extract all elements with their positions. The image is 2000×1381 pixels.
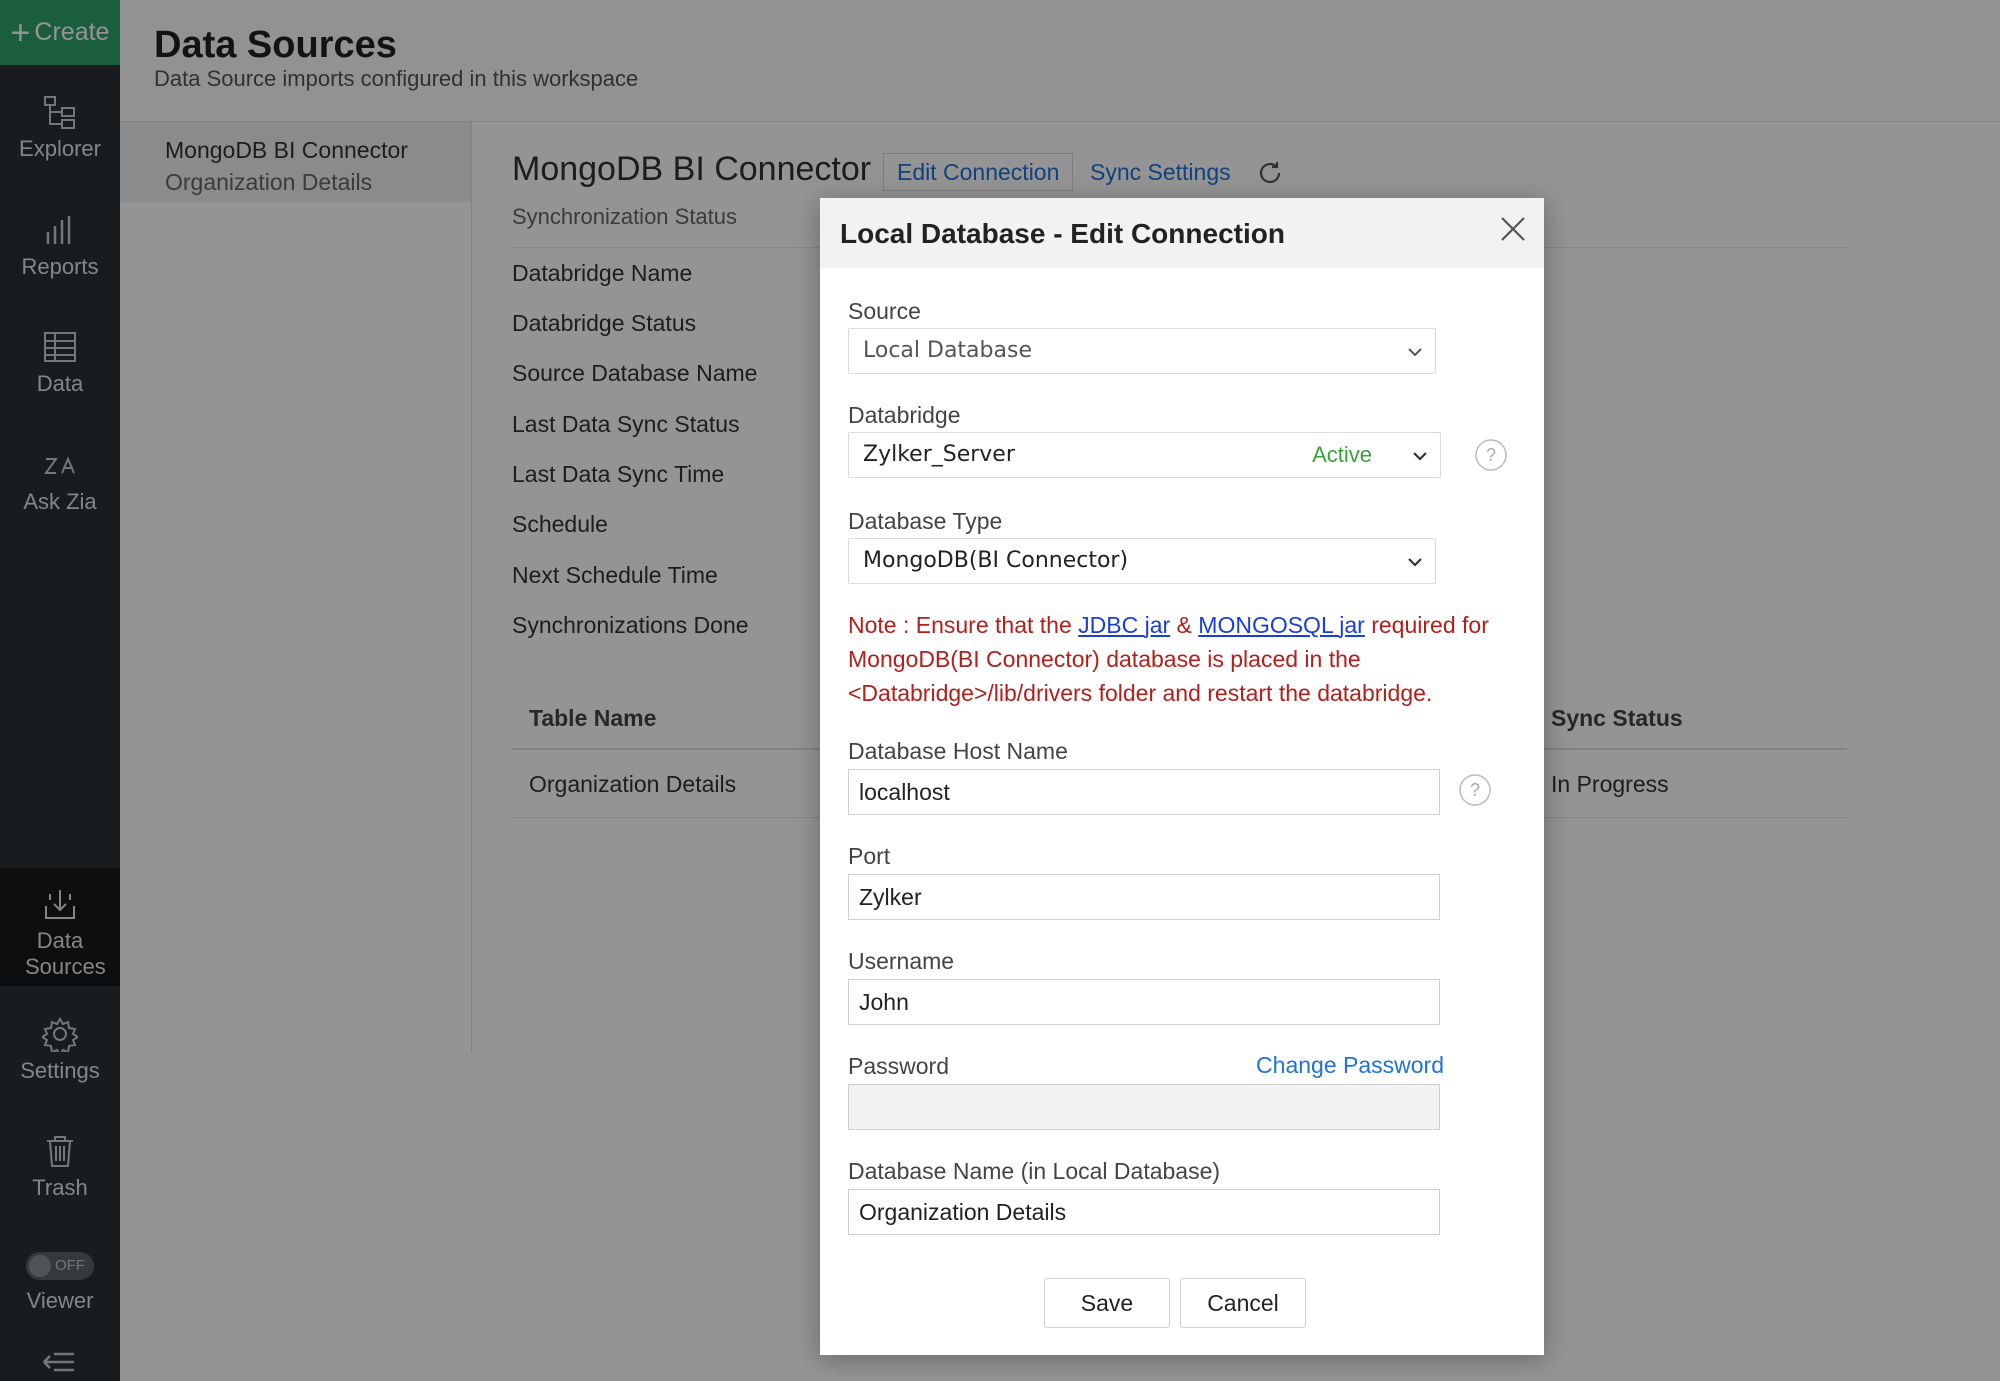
source-table-name: Organization Details: [165, 169, 373, 195]
field-label: Last Data Sync Time: [512, 461, 725, 487]
plus-icon: +: [10, 13, 31, 52]
note-suffix: required for MongoDB(BI Connector) database is placed in the <Databridge>/lib/drivers folder and restart the databridge.: [848, 612, 1489, 706]
create-label: Create: [34, 18, 110, 46]
change-password-link[interactable]: Change Password: [1256, 1052, 1444, 1078]
sync-status-cell: In Progress: [1551, 771, 1669, 797]
sidebar-item-label: Data Sources: [25, 928, 106, 979]
source-value: Local Database: [863, 338, 1032, 363]
section-title: Synchronization Status: [512, 204, 738, 229]
chevron-down-icon: [1410, 446, 1430, 466]
field-label: Schedule: [512, 511, 608, 537]
host-name-label: Database Host Name: [848, 738, 1068, 764]
sidebar-item-label: Settings: [20, 1058, 100, 1083]
sidebar-item-label: Reports: [21, 254, 99, 279]
source-select[interactable]: [848, 328, 1436, 374]
database-name-label: Database Name (in Local Database): [848, 1158, 1221, 1184]
page-title: Data Sources: [154, 24, 397, 66]
driver-note: [848, 608, 1528, 710]
note-prefix: Note : Ensure that the: [848, 612, 1079, 638]
mongosql-link-text: MONGOSQL: [1198, 612, 1333, 638]
databridge-value: Zylker_Server: [863, 442, 1015, 467]
sidebar-item-label: Explorer: [19, 136, 101, 161]
page-subtitle: Data Source imports configured in this workspace: [154, 66, 639, 91]
field-label: Next Schedule Time: [512, 562, 718, 588]
column-header-table-name: Table Name: [529, 705, 657, 731]
database-type-value: MongoDB(BI Connector): [863, 548, 1129, 573]
database-name-input[interactable]: [848, 1189, 1440, 1235]
database-type-select[interactable]: [848, 538, 1436, 584]
cancel-button[interactable]: Cancel: [1180, 1278, 1306, 1328]
column-header-sync-status: Sync Status: [1551, 705, 1683, 731]
jar-link-text: jar: [1339, 612, 1365, 638]
modal-header: [820, 198, 1544, 268]
field-label: Last Data Sync Status: [512, 411, 740, 437]
detail-title: MongoDB BI Connector: [512, 150, 872, 188]
field-label: Databridge Name: [512, 260, 693, 286]
username-input[interactable]: [848, 979, 1440, 1025]
mongosql-jar-link[interactable]: [1198, 612, 1365, 638]
tab-edit-connection[interactable]: Edit Connection: [883, 153, 1073, 191]
sidebar-item-label: Data: [36, 371, 84, 396]
field-label: Synchronizations Done: [512, 612, 749, 638]
sidebar-item-label: Ask Zia: [23, 489, 97, 514]
port-label: Port: [848, 843, 891, 869]
chevron-down-icon: [1405, 342, 1425, 362]
chevron-down-icon: [1405, 552, 1425, 572]
password-label: Password: [848, 1053, 949, 1079]
save-button[interactable]: Save: [1044, 1278, 1170, 1328]
source-label: Source: [848, 298, 921, 324]
password-input[interactable]: [848, 1084, 1440, 1130]
help-icon[interactable]: [1474, 438, 1508, 472]
modal-title: Local Database - Edit Connection: [840, 218, 1285, 249]
svg-text:?: ?: [1469, 780, 1481, 800]
toggle-state: OFF: [55, 1257, 85, 1274]
svg-text:?: ?: [1485, 445, 1497, 465]
sidebar-item-label: Trash: [32, 1175, 88, 1200]
databridge-status: Active: [1312, 442, 1372, 467]
field-label: Databridge Status: [512, 310, 697, 336]
username-label: Username: [848, 948, 955, 974]
table-name-cell: Organization Details: [529, 771, 737, 797]
databridge-label: Databridge: [848, 402, 961, 428]
database-type-label: Database Type: [848, 508, 1003, 534]
source-name: MongoDB BI Connector: [165, 137, 408, 163]
jdbc-link-text: JDBC: [1078, 612, 1139, 638]
help-icon[interactable]: [1458, 773, 1492, 807]
port-input[interactable]: [848, 874, 1440, 920]
field-label: Source Database Name: [512, 360, 758, 386]
note-ampersand: &: [1170, 612, 1199, 638]
close-icon[interactable]: [1498, 214, 1528, 244]
jar-link-text: jar: [1144, 612, 1171, 638]
tab-sync-settings[interactable]: Sync Settings: [1090, 159, 1231, 185]
databridge-select[interactable]: [848, 432, 1441, 478]
jdbc-jar-link[interactable]: [1078, 612, 1170, 638]
host-name-input[interactable]: [848, 769, 1440, 815]
sidebar-item-label: Viewer: [26, 1288, 94, 1313]
edit-connection-modal: [820, 198, 1544, 1355]
